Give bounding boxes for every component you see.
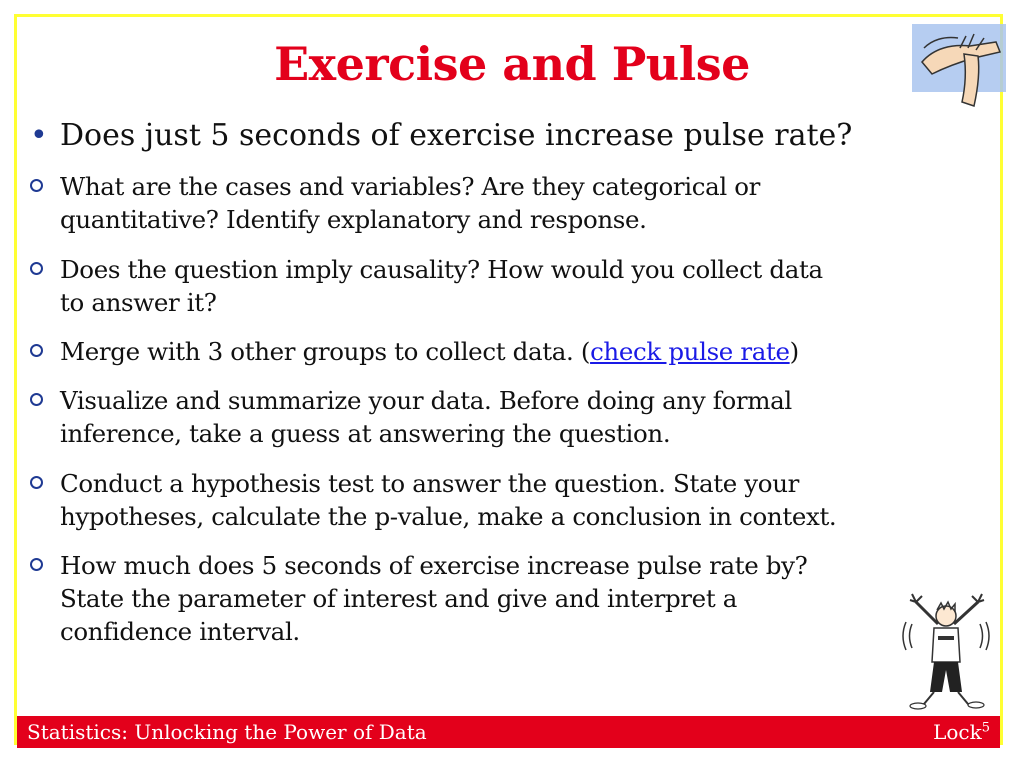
sub-bullet-1-line1: What are the cases and variables? Are they categorical or (60, 172, 761, 201)
sub-bullet-3-text: Merge with 3 other groups to collect data. ( (60, 337, 591, 366)
circle-bullet-icon (30, 476, 43, 489)
sub-bullet-6-line2: State the parameter of interest and give and interpret a (60, 584, 738, 613)
main-bullet-text: Does just 5 seconds of exercise increase pulse rate? (60, 118, 853, 153)
pulse-check-illustration (904, 18, 1008, 118)
footer-author (933, 720, 990, 744)
sub-bullet-1-line2: quantitative? Identify explanatory and response. (60, 205, 647, 234)
sub-bullet-3-close: ) (789, 337, 799, 366)
sub-bullet-6-line1: How much does 5 seconds of exercise increase pulse rate by? (60, 551, 808, 580)
circle-bullet-icon (30, 344, 43, 357)
jumping-person-illustration (898, 588, 994, 712)
circle-bullet-icon (30, 558, 43, 571)
sub-bullet-6-line3: confidence interval. (60, 617, 300, 646)
bullet-dot-icon: • (30, 118, 48, 153)
sub-bullet-4-line2: inference, take a guess at answering the question. (60, 419, 671, 448)
sub-bullet-2-line2: to answer it? (60, 288, 217, 317)
footer-author-name: Lock (933, 720, 982, 744)
circle-bullet-icon (30, 179, 43, 192)
footer-author-superscript: 5 (981, 720, 990, 736)
slide-title: Exercise and Pulse (274, 37, 750, 91)
sub-bullet-5-line2: hypotheses, calculate the p-value, make a conclusion in context. (60, 502, 837, 531)
footer-course-title: Statistics: Unlocking the Power of Data (27, 720, 427, 744)
sub-bullet-2-line1: Does the question imply causality? How would you collect data (60, 255, 823, 284)
sub-bullet-5-line1: Conduct a hypothesis test to answer the question. State your (60, 469, 799, 498)
circle-bullet-icon (30, 393, 43, 406)
check-pulse-rate-link[interactable]: check pulse rate (590, 337, 790, 366)
sub-bullet-4-line1: Visualize and summarize your data. Before doing any formal (60, 386, 792, 415)
circle-bullet-icon (30, 262, 43, 275)
footer-bar (17, 716, 1000, 748)
